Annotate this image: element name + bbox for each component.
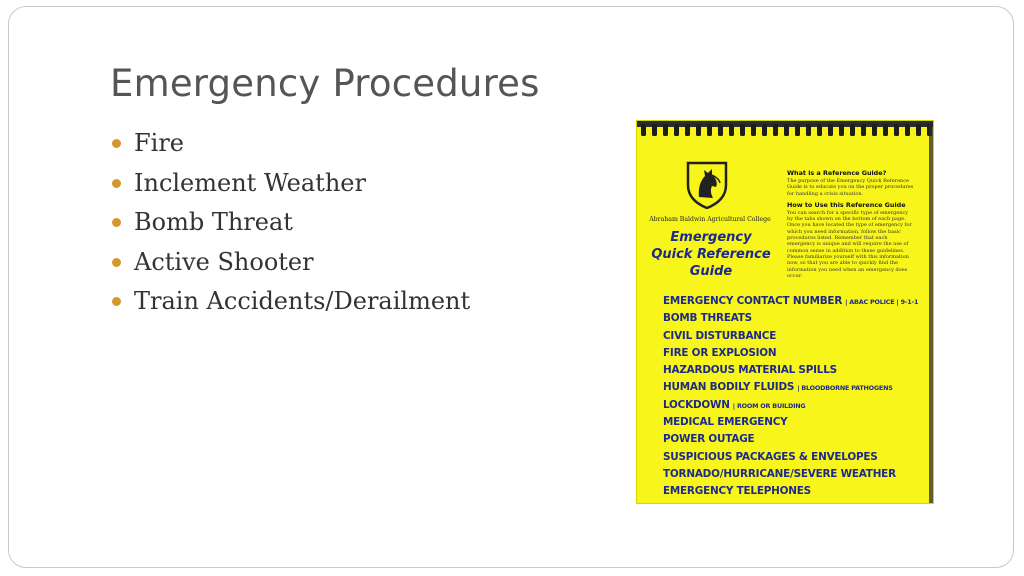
slide-title: Emergency Procedures xyxy=(110,62,540,105)
topic-list xyxy=(663,293,918,501)
info-text: You can search for a specific type of emergency by the tabs shown on the bottom of each page. Once you have located the type of emergency for which you need information, follow the basic procedures listed. Remember that each emergency is unique and will require the use of common sense in addition to these guidelines. Please familiarize yourself with this information now, so that you are able to quickly find the information you need when an emergency does occur. xyxy=(787,209,912,279)
topic-item xyxy=(663,379,918,396)
topic-item xyxy=(663,466,918,483)
topic-item xyxy=(663,449,918,466)
topic-label: CIVIL DISTURBANCE xyxy=(663,329,777,342)
guide-title-line: Guide xyxy=(689,264,733,279)
spiral-coil xyxy=(707,124,712,136)
bullet-item xyxy=(112,203,470,243)
topic-sub: | ROOM OR BUILDING xyxy=(732,401,806,410)
spiral-coil xyxy=(751,124,756,136)
spiral-coil xyxy=(861,124,866,136)
bullet-dot-icon xyxy=(112,218,121,227)
info-panel xyxy=(787,169,915,283)
spiral-coil xyxy=(828,124,833,136)
bullet-dot-icon xyxy=(112,258,121,267)
booklet-edge xyxy=(929,121,933,503)
bullet-item xyxy=(112,243,470,283)
spiral-coil xyxy=(762,124,767,136)
bullet-item xyxy=(112,164,470,204)
topic-sub: | BLOODBORNE PATHOGENS xyxy=(797,384,893,393)
bullet-text: Inclement Weather xyxy=(134,168,366,197)
spiral-coil xyxy=(795,124,800,136)
topic-label: HAZARDOUS MATERIAL SPILLS xyxy=(663,364,837,377)
guide-title-line: Quick Reference xyxy=(651,247,771,262)
topic-item xyxy=(663,345,918,362)
spiral-coil xyxy=(883,124,888,136)
topic-item xyxy=(663,310,918,327)
spiral-coil xyxy=(806,124,811,136)
topic-label: TORNADO/HURRICANE/SEVERE WEATHER xyxy=(663,467,896,480)
topic-label: LOCKDOWN xyxy=(663,398,730,411)
topic-label: EMERGENCY TELEPHONES xyxy=(663,485,811,498)
spiral-coil xyxy=(872,124,877,136)
topic-item xyxy=(663,397,918,414)
topic-item xyxy=(663,414,918,431)
spiral-binding-icon xyxy=(637,121,933,139)
spiral-coil xyxy=(905,124,910,136)
topic-label: SUSPICIOUS PACKAGES & ENVELOPES xyxy=(663,450,878,463)
topic-item xyxy=(663,328,918,345)
topic-label: EMERGENCY CONTACT NUMBER xyxy=(663,295,843,307)
info-heading: What is a Reference Guide? xyxy=(787,169,887,177)
guide-title xyxy=(645,229,777,280)
spiral-coil xyxy=(718,124,723,136)
spiral-coil xyxy=(740,124,745,136)
bullet-item xyxy=(112,124,470,164)
spiral-coil xyxy=(784,124,789,136)
info-heading: How to Use this Reference Guide xyxy=(787,200,906,209)
college-name: Abraham Baldwin Agricultural College xyxy=(649,216,771,223)
bullet-dot-icon xyxy=(112,139,121,148)
topic-sub: | ABAC POLICE | 9-1-1 xyxy=(845,298,919,306)
topic-label: HUMAN BODILY FLUIDS xyxy=(663,381,795,394)
topic-label: POWER OUTAGE xyxy=(663,433,755,446)
bullet-item xyxy=(112,282,470,322)
spiral-coil xyxy=(674,124,679,136)
bullet-dot-icon xyxy=(112,297,121,306)
spiral-coil xyxy=(817,124,822,136)
topic-label: FIRE OR EXPLOSION xyxy=(663,346,777,359)
bullet-dot-icon xyxy=(112,179,121,188)
bullet-list xyxy=(112,124,470,322)
horse-crest-icon xyxy=(685,159,729,209)
spiral-coil xyxy=(663,124,668,136)
topic-item xyxy=(663,483,918,500)
bullet-text: Train Accidents/Derailment xyxy=(134,287,471,316)
spiral-coil xyxy=(652,124,657,136)
topic-item xyxy=(663,431,918,448)
spiral-coil xyxy=(850,124,855,136)
info-text: The purpose of the Emergency Quick Reference Guide is to educate you on the proper procedures for handling a crisis situation. xyxy=(787,178,914,197)
topic-label: MEDICAL EMERGENCY xyxy=(663,416,788,429)
spiral-coil xyxy=(696,124,701,136)
spiral-coil xyxy=(894,124,899,136)
bullet-text: Active Shooter xyxy=(134,247,314,276)
topic-item xyxy=(663,293,918,310)
topic-item xyxy=(663,362,918,379)
spiral-coil xyxy=(773,124,778,136)
reference-guide-image xyxy=(637,121,933,503)
bullet-text: Fire xyxy=(134,129,185,157)
spiral-coil xyxy=(839,124,844,136)
spiral-coil xyxy=(641,124,646,136)
bullet-text: Bomb Threat xyxy=(134,208,293,237)
spiral-coil xyxy=(685,124,690,136)
spiral-coil xyxy=(916,124,921,136)
topic-label: BOMB THREATS xyxy=(663,312,752,325)
guide-title-line: Emergency xyxy=(670,230,752,245)
spiral-coil xyxy=(729,124,734,136)
